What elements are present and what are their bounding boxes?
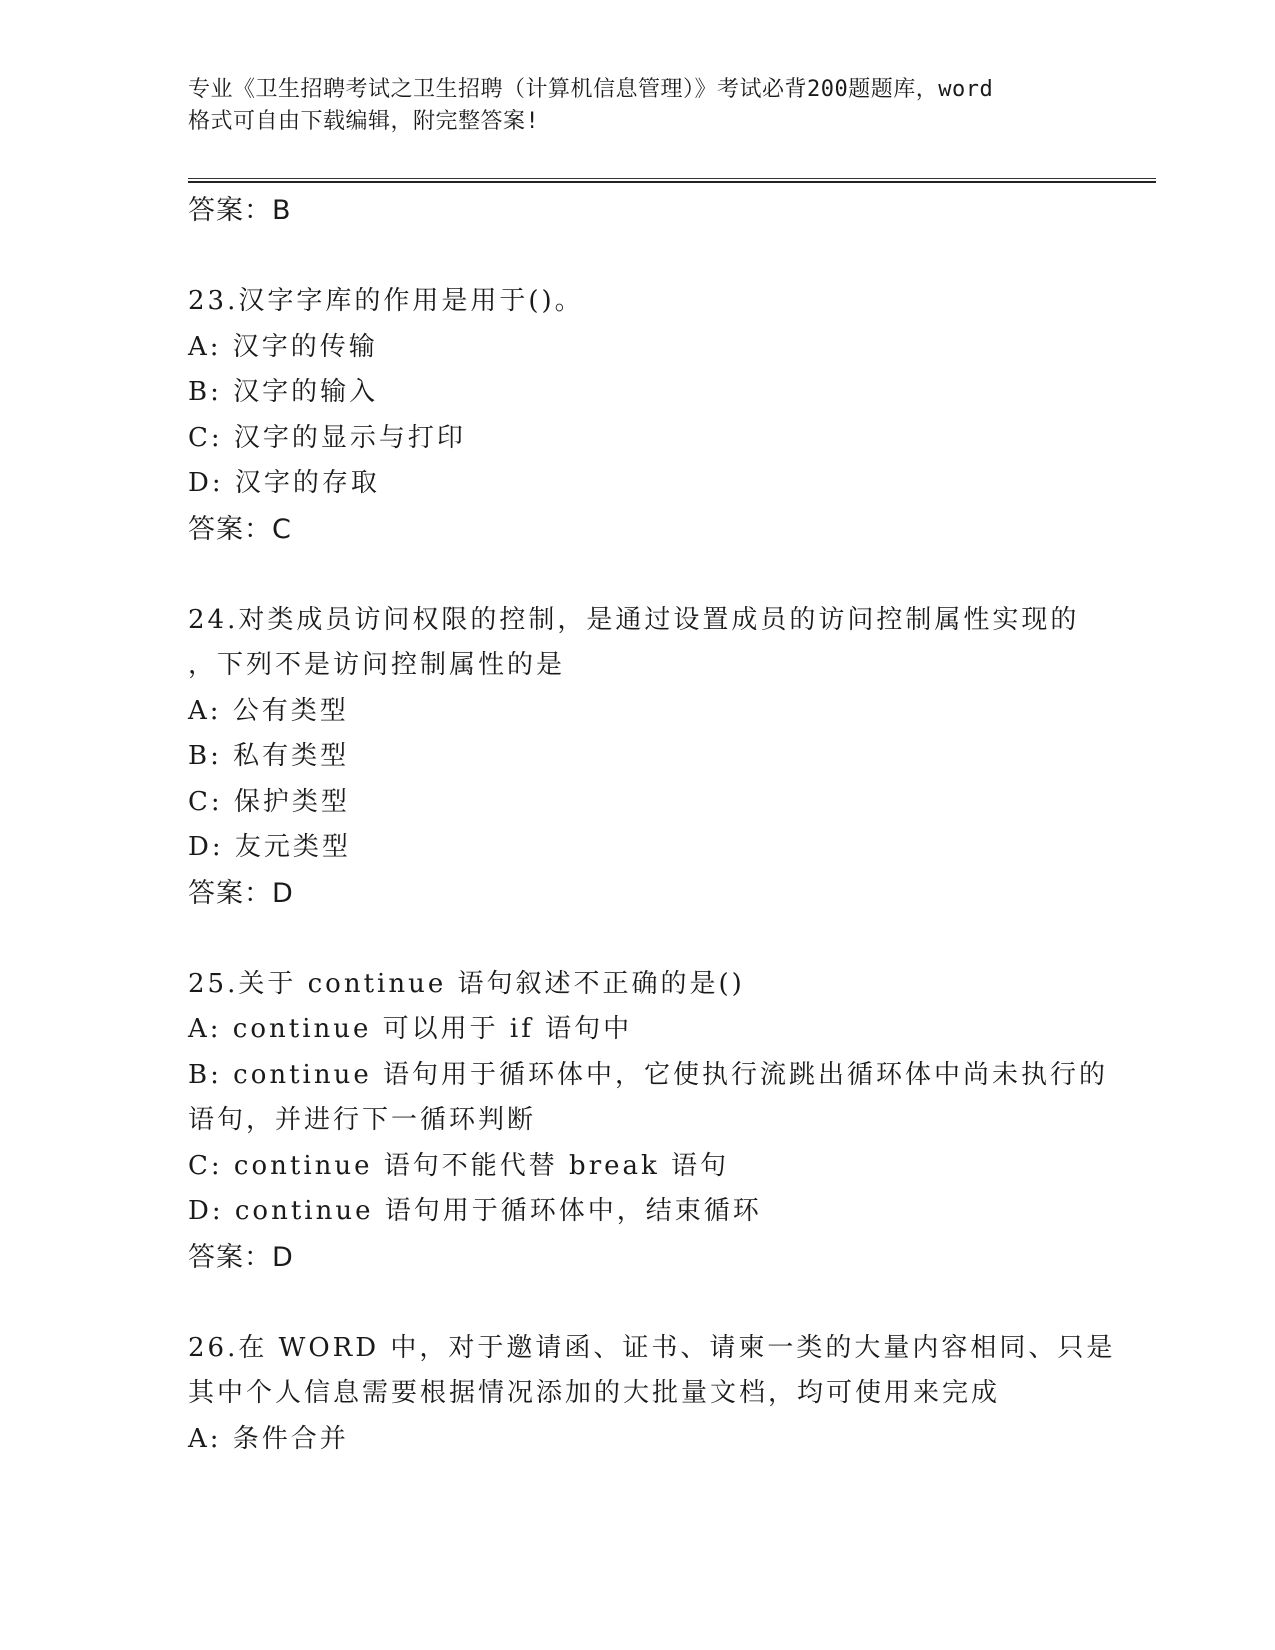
spacer — [188, 234, 1118, 280]
question-24 — [188, 598, 1118, 917]
answer: 答案：C — [188, 513, 292, 545]
header-rule-thick — [188, 181, 1156, 183]
question-stem: 25.关于 continue 语句叙述不正确的是() — [188, 968, 745, 999]
answer: 答案：D — [188, 1241, 294, 1273]
answer: 答案：D — [188, 877, 294, 909]
question-stem-cont: ，下列不是访问控制属性的是 — [188, 650, 566, 680]
option-c: C: continue 语句不能代替 break 语句 — [188, 1150, 730, 1181]
header-rule-thin — [188, 178, 1156, 179]
option-a: A: continue 可以用于 if 语句中 — [188, 1014, 633, 1044]
header-line-2: 格式可自由下载编辑，附完整答案! — [188, 109, 540, 134]
option-d: D: continue 语句用于循环体中，结束循环 — [188, 1196, 762, 1226]
option-b: B: 私有类型 — [188, 741, 350, 771]
question-23 — [188, 279, 1118, 552]
previous-answer: 答案：B — [188, 195, 292, 226]
option-a: A: 汉字的传输 — [188, 331, 378, 362]
document-header — [188, 74, 1088, 138]
option-d: D: 汉字的存取 — [188, 468, 380, 498]
option-c: C: 保护类型 — [188, 786, 350, 817]
option-a: A: 条件合并 — [188, 1423, 349, 1454]
question-stem: 24.对类成员访问权限的控制，是通过设置成员的访问控制属性实现的 — [188, 604, 1080, 635]
option-b-cont: 语句，并进行下一循环判断 — [188, 1105, 537, 1135]
option-c: C: 汉字的显示与打印 — [188, 422, 466, 453]
option-a: A: 公有类型 — [188, 695, 349, 726]
spacer — [188, 916, 1118, 962]
question-stem-cont: 其中个人信息需要根据情况添加的大批量文档，均可使用来完成 — [188, 1378, 1001, 1408]
spacer — [188, 552, 1118, 598]
header-line-1: 专业《卫生招聘考试之卫生招聘（计算机信息管理）》考试必背200题题库，word — [188, 77, 994, 102]
question-stem: 23.汉字字库的作用是用于()。 — [188, 286, 584, 316]
option-b: B: 汉字的输入 — [188, 377, 379, 407]
question-stem: 26.在 WORD 中，对于邀请函、证书、请柬一类的大量内容相同、只是 — [188, 1332, 1116, 1363]
option-b: B: continue 语句用于循环体中，它使执行流跳出循环体中尚未执行的 — [188, 1059, 1108, 1090]
question-26 — [188, 1326, 1118, 1463]
question-list — [188, 188, 1118, 1462]
spacer — [188, 1280, 1118, 1326]
option-d: D: 友元类型 — [188, 832, 351, 862]
question-25 — [188, 962, 1118, 1281]
